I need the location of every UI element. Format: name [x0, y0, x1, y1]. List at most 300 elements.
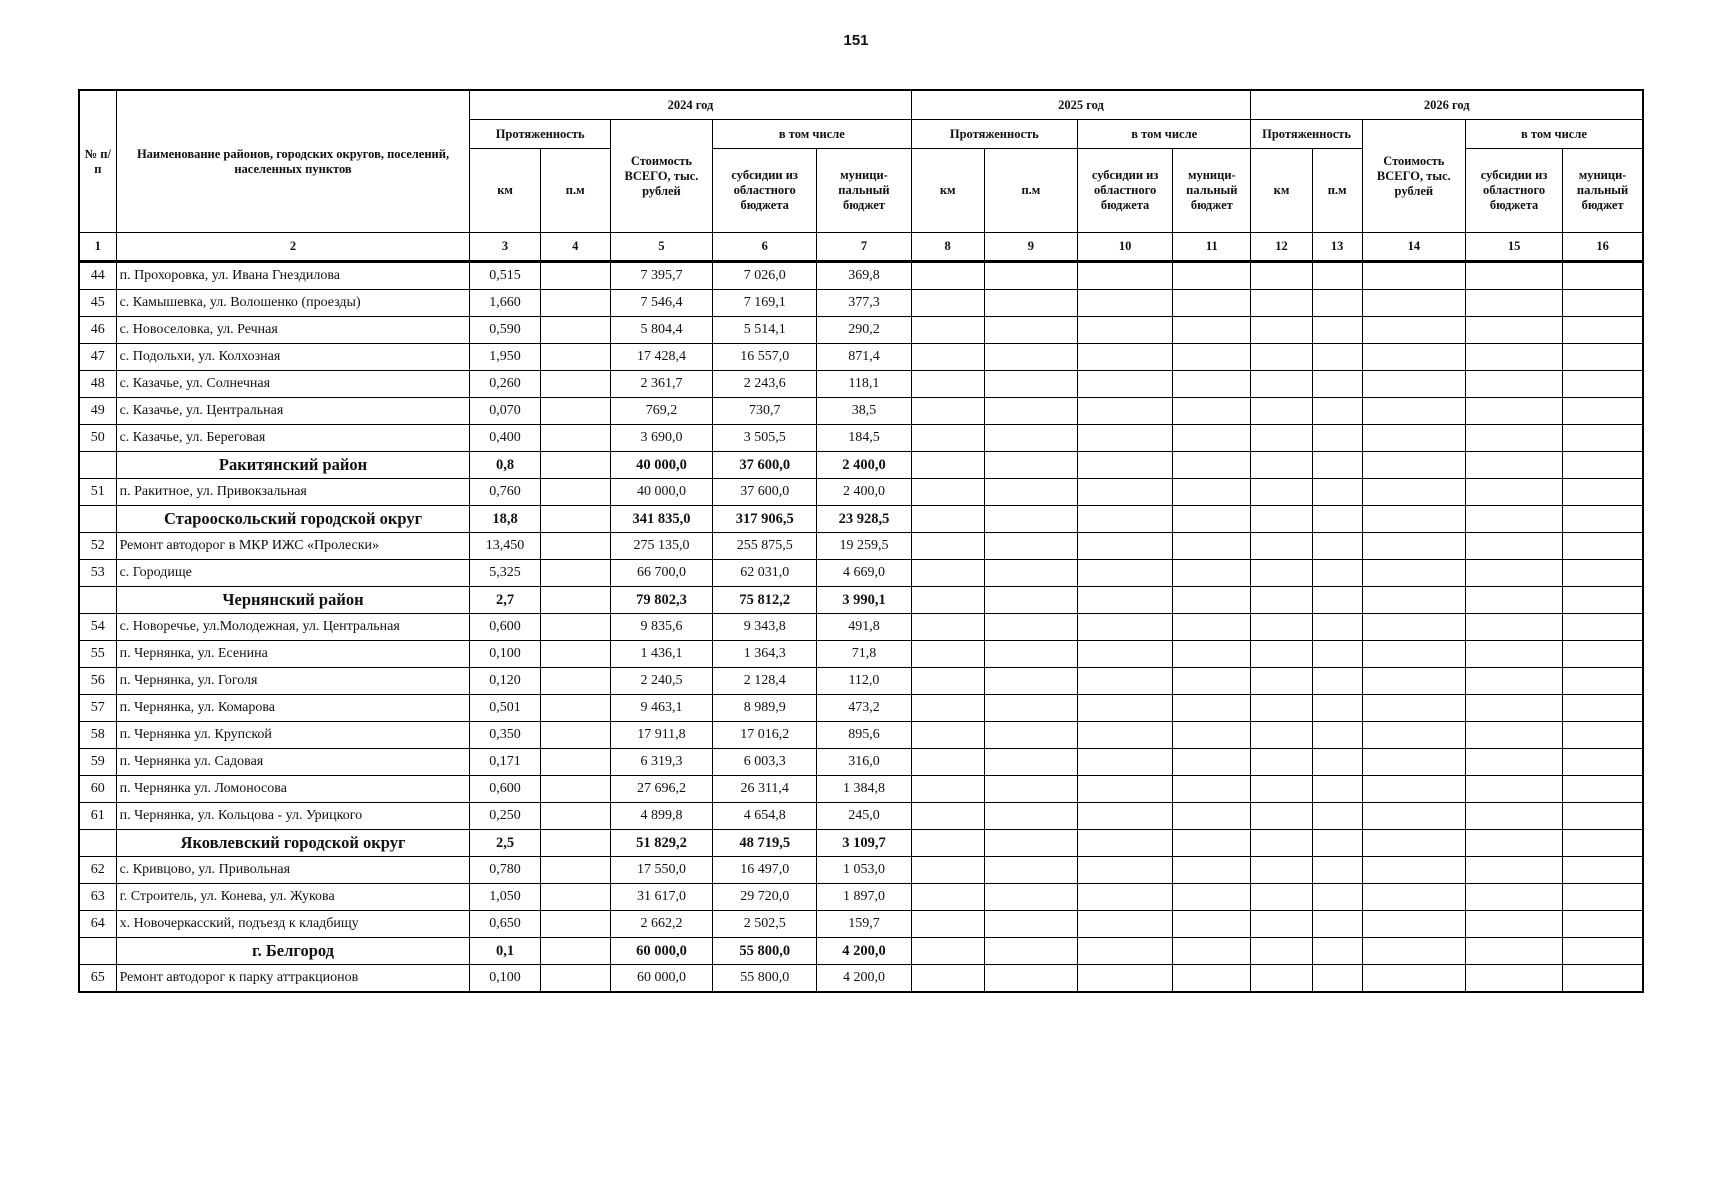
municipal-budget-2024: 4 669,0	[817, 560, 911, 587]
empty-cell	[1465, 425, 1562, 452]
empty-cell	[1173, 533, 1251, 560]
column-number: 8	[911, 233, 984, 262]
empty-cell	[1563, 911, 1643, 938]
empty-cell	[1173, 641, 1251, 668]
empty-cell	[1563, 290, 1643, 317]
length-pm-2024	[540, 425, 610, 452]
table-row	[79, 857, 1643, 884]
empty-cell	[1465, 560, 1562, 587]
empty-cell	[911, 290, 984, 317]
empty-cell	[1465, 479, 1562, 506]
empty-cell	[1563, 452, 1643, 479]
regional-subsidy-2024: 26 311,4	[713, 776, 817, 803]
empty-cell	[911, 722, 984, 749]
empty-cell	[1362, 317, 1465, 344]
empty-cell	[1078, 262, 1173, 290]
empty-cell	[1563, 479, 1643, 506]
empty-cell	[984, 452, 1077, 479]
row-name: п. Чернянка, ул. Кольцова - ул. Урицкого	[116, 803, 470, 830]
empty-cell	[1362, 695, 1465, 722]
row-number: 54	[79, 614, 116, 641]
empty-cell	[1312, 398, 1362, 425]
empty-cell	[1312, 965, 1362, 993]
empty-cell	[1563, 776, 1643, 803]
regional-subsidy-2024: 29 720,0	[713, 884, 817, 911]
table-row	[79, 290, 1643, 317]
row-number: 63	[79, 884, 116, 911]
empty-cell	[1563, 938, 1643, 965]
empty-cell	[1078, 722, 1173, 749]
municipal-budget-2024: 184,5	[817, 425, 911, 452]
empty-cell	[1078, 506, 1173, 533]
empty-cell	[1173, 668, 1251, 695]
cost-total-2024: 66 700,0	[610, 560, 712, 587]
municipal-budget-2024: 473,2	[817, 695, 911, 722]
regional-subsidy-2024: 3 505,5	[713, 425, 817, 452]
length-km-2024: 0,8	[470, 452, 540, 479]
column-number: 4	[540, 233, 610, 262]
empty-cell	[1362, 749, 1465, 776]
header-municipal-2024: муници-пальный бюджет	[817, 149, 911, 233]
header-subsidy-2024: субсидии из областного бюджета	[713, 149, 817, 233]
empty-cell	[1312, 749, 1362, 776]
column-number: 15	[1465, 233, 1562, 262]
row-name: с. Городище	[116, 560, 470, 587]
row-name: с. Новоселовка, ул. Речная	[116, 317, 470, 344]
row-name: с. Казачье, ул. Береговая	[116, 425, 470, 452]
regional-subsidy-2024: 48 719,5	[713, 830, 817, 857]
empty-cell	[1563, 371, 1643, 398]
header-subsidy-2025: субсидии из областного бюджета	[1078, 149, 1173, 233]
empty-cell	[1312, 857, 1362, 884]
regional-subsidy-2024: 2 243,6	[713, 371, 817, 398]
empty-cell	[1078, 587, 1173, 614]
empty-cell	[1251, 533, 1312, 560]
length-pm-2024	[540, 587, 610, 614]
length-pm-2024	[540, 614, 610, 641]
empty-cell	[911, 857, 984, 884]
empty-cell	[1251, 776, 1312, 803]
length-pm-2024	[540, 398, 610, 425]
municipal-budget-2024: 245,0	[817, 803, 911, 830]
length-km-2024: 13,450	[470, 533, 540, 560]
group-name: Старооскольский городской округ	[116, 506, 470, 533]
empty-cell	[984, 965, 1077, 993]
header-pm-2026: п.м	[1312, 149, 1362, 233]
empty-cell	[911, 641, 984, 668]
cost-total-2024: 60 000,0	[610, 965, 712, 993]
table-row	[79, 884, 1643, 911]
table-row	[79, 317, 1643, 344]
length-km-2024: 5,325	[470, 560, 540, 587]
group-row	[79, 587, 1643, 614]
table-row	[79, 668, 1643, 695]
empty-cell	[1251, 425, 1312, 452]
empty-cell	[984, 506, 1077, 533]
empty-cell	[1251, 911, 1312, 938]
length-pm-2024	[540, 965, 610, 993]
empty-cell	[1563, 506, 1643, 533]
empty-cell	[911, 560, 984, 587]
empty-cell	[1173, 938, 1251, 965]
empty-cell	[984, 776, 1077, 803]
empty-cell	[1078, 398, 1173, 425]
row-name: Ремонт автодорог в МКР ИЖС «Пролески»	[116, 533, 470, 560]
empty-cell	[984, 641, 1077, 668]
empty-cell	[911, 938, 984, 965]
empty-cell	[1465, 965, 1562, 993]
empty-cell	[1251, 695, 1312, 722]
header-km-2025: км	[911, 149, 984, 233]
empty-cell	[1465, 290, 1562, 317]
length-km-2024: 2,7	[470, 587, 540, 614]
empty-cell	[984, 668, 1077, 695]
length-pm-2024	[540, 533, 610, 560]
empty-cell	[1362, 371, 1465, 398]
table-body	[79, 262, 1643, 993]
empty-cell	[911, 506, 984, 533]
regional-subsidy-2024: 55 800,0	[713, 965, 817, 993]
row-name: п. Чернянка, ул. Гоголя	[116, 668, 470, 695]
empty-cell	[1251, 857, 1312, 884]
column-number: 12	[1251, 233, 1312, 262]
empty-cell	[1078, 884, 1173, 911]
regional-subsidy-2024: 16 557,0	[713, 344, 817, 371]
column-number: 1	[79, 233, 116, 262]
length-km-2024: 0,600	[470, 776, 540, 803]
empty-cell	[1465, 776, 1562, 803]
length-km-2024: 0,120	[470, 668, 540, 695]
empty-cell	[1078, 425, 1173, 452]
regional-subsidy-2024: 2 128,4	[713, 668, 817, 695]
length-km-2024: 0,350	[470, 722, 540, 749]
row-number: 48	[79, 371, 116, 398]
page-number: 151	[843, 32, 869, 49]
empty-cell	[1251, 479, 1312, 506]
length-km-2024: 0,650	[470, 911, 540, 938]
header-col-num: № п/п	[79, 90, 116, 233]
empty-cell	[1312, 587, 1362, 614]
empty-cell	[1251, 344, 1312, 371]
regional-subsidy-2024: 55 800,0	[713, 938, 817, 965]
municipal-budget-2024: 3 109,7	[817, 830, 911, 857]
empty-cell	[1173, 425, 1251, 452]
municipal-budget-2024: 159,7	[817, 911, 911, 938]
cost-total-2024: 40 000,0	[610, 452, 712, 479]
length-pm-2024	[540, 911, 610, 938]
length-km-2024: 0,171	[470, 749, 540, 776]
regional-subsidy-2024: 8 989,9	[713, 695, 817, 722]
row-name: с. Камышевка, ул. Волошенко (проезды)	[116, 290, 470, 317]
table-row	[79, 776, 1643, 803]
row-number: 59	[79, 749, 116, 776]
municipal-budget-2024: 369,8	[817, 262, 911, 290]
empty-cell	[984, 262, 1077, 290]
regional-subsidy-2024: 9 343,8	[713, 614, 817, 641]
empty-cell	[1078, 479, 1173, 506]
column-number: 13	[1312, 233, 1362, 262]
header-column-numbers	[79, 233, 1643, 262]
row-number: 46	[79, 317, 116, 344]
table-row	[79, 641, 1643, 668]
length-km-2024: 0,1	[470, 938, 540, 965]
empty-cell	[1465, 371, 1562, 398]
empty-cell	[1362, 425, 1465, 452]
empty-cell	[984, 317, 1077, 344]
empty-cell	[1563, 641, 1643, 668]
empty-cell	[1078, 533, 1173, 560]
empty-cell	[1173, 722, 1251, 749]
empty-cell	[1251, 371, 1312, 398]
table-row	[79, 533, 1643, 560]
empty-cell	[911, 776, 984, 803]
empty-cell	[1251, 587, 1312, 614]
group-name: Чернянский район	[116, 587, 470, 614]
empty-cell	[911, 911, 984, 938]
empty-cell	[1173, 452, 1251, 479]
empty-cell	[1173, 371, 1251, 398]
empty-cell	[1312, 425, 1362, 452]
group-name: Яковлевский городской округ	[116, 830, 470, 857]
cost-total-2024: 9 835,6	[610, 614, 712, 641]
regional-subsidy-2024: 317 906,5	[713, 506, 817, 533]
empty-cell	[1312, 479, 1362, 506]
regional-subsidy-2024: 75 812,2	[713, 587, 817, 614]
empty-cell	[911, 803, 984, 830]
row-name: с. Казачье, ул. Солнечная	[116, 371, 470, 398]
municipal-budget-2024: 895,6	[817, 722, 911, 749]
cost-total-2024: 60 000,0	[610, 938, 712, 965]
empty-cell	[1362, 262, 1465, 290]
empty-cell	[1465, 668, 1562, 695]
municipal-budget-2024: 290,2	[817, 317, 911, 344]
empty-cell	[1078, 452, 1173, 479]
empty-cell	[1362, 344, 1465, 371]
cost-total-2024: 341 835,0	[610, 506, 712, 533]
empty-cell	[1465, 344, 1562, 371]
municipal-budget-2024: 23 928,5	[817, 506, 911, 533]
empty-cell	[1173, 560, 1251, 587]
table-row	[79, 479, 1643, 506]
empty-cell	[1251, 290, 1312, 317]
empty-cell	[911, 965, 984, 993]
empty-cell	[984, 398, 1077, 425]
column-number: 7	[817, 233, 911, 262]
empty-cell	[1563, 803, 1643, 830]
empty-cell	[1563, 857, 1643, 884]
empty-cell	[1078, 965, 1173, 993]
empty-cell	[1078, 695, 1173, 722]
cost-total-2024: 2 361,7	[610, 371, 712, 398]
length-pm-2024	[540, 857, 610, 884]
cost-total-2024: 7 546,4	[610, 290, 712, 317]
empty-cell	[911, 749, 984, 776]
empty-cell	[1563, 344, 1643, 371]
column-number: 11	[1173, 233, 1251, 262]
row-name: п. Прохоровка, ул. Ивана Гнездилова	[116, 262, 470, 290]
row-name: п. Чернянка ул. Садовая	[116, 749, 470, 776]
empty-cell	[1173, 911, 1251, 938]
empty-cell	[1173, 749, 1251, 776]
empty-cell	[1173, 344, 1251, 371]
regional-subsidy-2024: 37 600,0	[713, 479, 817, 506]
header-row-years	[79, 90, 1643, 120]
empty-cell	[1078, 749, 1173, 776]
header-year-2024: 2024 год	[470, 90, 911, 120]
empty-cell	[1362, 776, 1465, 803]
empty-cell	[1173, 506, 1251, 533]
municipal-budget-2024: 38,5	[817, 398, 911, 425]
empty-cell	[1251, 938, 1312, 965]
municipal-budget-2024: 871,4	[817, 344, 911, 371]
municipal-budget-2024: 71,8	[817, 641, 911, 668]
empty-cell	[1078, 803, 1173, 830]
row-number: 56	[79, 668, 116, 695]
municipal-budget-2024: 1 897,0	[817, 884, 911, 911]
group-row	[79, 506, 1643, 533]
empty-cell	[1563, 262, 1643, 290]
empty-cell	[1251, 668, 1312, 695]
length-pm-2024	[540, 290, 610, 317]
empty-cell	[1465, 749, 1562, 776]
empty-cell	[1251, 614, 1312, 641]
empty-cell	[1078, 830, 1173, 857]
regional-subsidy-2024: 730,7	[713, 398, 817, 425]
cost-total-2024: 9 463,1	[610, 695, 712, 722]
row-name: с. Подольхи, ул. Колхозная	[116, 344, 470, 371]
row-number: 47	[79, 344, 116, 371]
length-pm-2024	[540, 317, 610, 344]
regional-subsidy-2024: 16 497,0	[713, 857, 817, 884]
empty-cell	[1465, 695, 1562, 722]
municipal-budget-2024: 491,8	[817, 614, 911, 641]
empty-cell	[1312, 668, 1362, 695]
table-row	[79, 344, 1643, 371]
empty-cell	[1362, 533, 1465, 560]
empty-cell	[1078, 776, 1173, 803]
empty-cell	[1173, 398, 1251, 425]
empty-cell	[1312, 938, 1362, 965]
length-km-2024: 0,590	[470, 317, 540, 344]
empty-cell	[1362, 587, 1465, 614]
row-name: п. Чернянка ул. Ломоносова	[116, 776, 470, 803]
length-pm-2024	[540, 695, 610, 722]
column-number: 9	[984, 233, 1077, 262]
empty-cell	[984, 560, 1077, 587]
municipal-budget-2024: 4 200,0	[817, 965, 911, 993]
cost-total-2024: 40 000,0	[610, 479, 712, 506]
empty-cell	[1173, 262, 1251, 290]
empty-cell	[1078, 614, 1173, 641]
cost-total-2024: 17 428,4	[610, 344, 712, 371]
empty-cell	[911, 398, 984, 425]
empty-cell	[1563, 425, 1643, 452]
row-number	[79, 452, 116, 479]
empty-cell	[1173, 614, 1251, 641]
cost-total-2024: 5 804,4	[610, 317, 712, 344]
row-name: х. Новочеркасский, подъезд к кладбищу	[116, 911, 470, 938]
column-number: 2	[116, 233, 470, 262]
row-number: 49	[79, 398, 116, 425]
row-name: с. Кривцово, ул. Привольная	[116, 857, 470, 884]
header-municipal-2026: муници-пальный бюджет	[1563, 149, 1643, 233]
empty-cell	[984, 371, 1077, 398]
header-municipal-2025: муници-пальный бюджет	[1173, 149, 1251, 233]
empty-cell	[1251, 830, 1312, 857]
empty-cell	[1312, 803, 1362, 830]
empty-cell	[911, 695, 984, 722]
table-row	[79, 425, 1643, 452]
empty-cell	[1078, 857, 1173, 884]
empty-cell	[984, 425, 1077, 452]
empty-cell	[911, 262, 984, 290]
regional-subsidy-2024: 7 026,0	[713, 262, 817, 290]
header-including-2026: в том числе	[1465, 120, 1643, 149]
empty-cell	[1173, 830, 1251, 857]
municipal-budget-2024: 1 384,8	[817, 776, 911, 803]
empty-cell	[1465, 262, 1562, 290]
length-km-2024: 0,515	[470, 262, 540, 290]
empty-cell	[911, 344, 984, 371]
municipal-budget-2024: 377,3	[817, 290, 911, 317]
empty-cell	[1465, 533, 1562, 560]
header-length-2026: Протяженность	[1251, 120, 1362, 149]
row-number: 60	[79, 776, 116, 803]
cost-total-2024: 31 617,0	[610, 884, 712, 911]
row-number: 53	[79, 560, 116, 587]
length-pm-2024	[540, 344, 610, 371]
cost-total-2024: 2 240,5	[610, 668, 712, 695]
empty-cell	[1362, 614, 1465, 641]
row-number: 58	[79, 722, 116, 749]
regional-subsidy-2024: 17 016,2	[713, 722, 817, 749]
empty-cell	[1362, 803, 1465, 830]
column-number: 16	[1563, 233, 1643, 262]
empty-cell	[1078, 668, 1173, 695]
table-row	[79, 560, 1643, 587]
empty-cell	[1173, 290, 1251, 317]
cost-total-2024: 17 550,0	[610, 857, 712, 884]
empty-cell	[984, 938, 1077, 965]
length-km-2024: 1,950	[470, 344, 540, 371]
empty-cell	[1362, 965, 1465, 993]
length-pm-2024	[540, 668, 610, 695]
length-pm-2024	[540, 938, 610, 965]
empty-cell	[1362, 938, 1465, 965]
empty-cell	[984, 344, 1077, 371]
empty-cell	[1465, 506, 1562, 533]
empty-cell	[984, 722, 1077, 749]
header-cost-2026: Стоимость ВСЕГО, тыс. рублей	[1362, 120, 1465, 233]
empty-cell	[1312, 614, 1362, 641]
empty-cell	[911, 884, 984, 911]
empty-cell	[1563, 695, 1643, 722]
row-number: 44	[79, 262, 116, 290]
group-row	[79, 830, 1643, 857]
empty-cell	[1563, 749, 1643, 776]
header-year-2025: 2025 год	[911, 90, 1251, 120]
empty-cell	[1173, 884, 1251, 911]
row-number: 52	[79, 533, 116, 560]
empty-cell	[1362, 290, 1465, 317]
table-header	[79, 90, 1643, 262]
row-number	[79, 587, 116, 614]
empty-cell	[1362, 452, 1465, 479]
empty-cell	[1362, 911, 1465, 938]
empty-cell	[1563, 830, 1643, 857]
empty-cell	[1312, 533, 1362, 560]
cost-total-2024: 769,2	[610, 398, 712, 425]
